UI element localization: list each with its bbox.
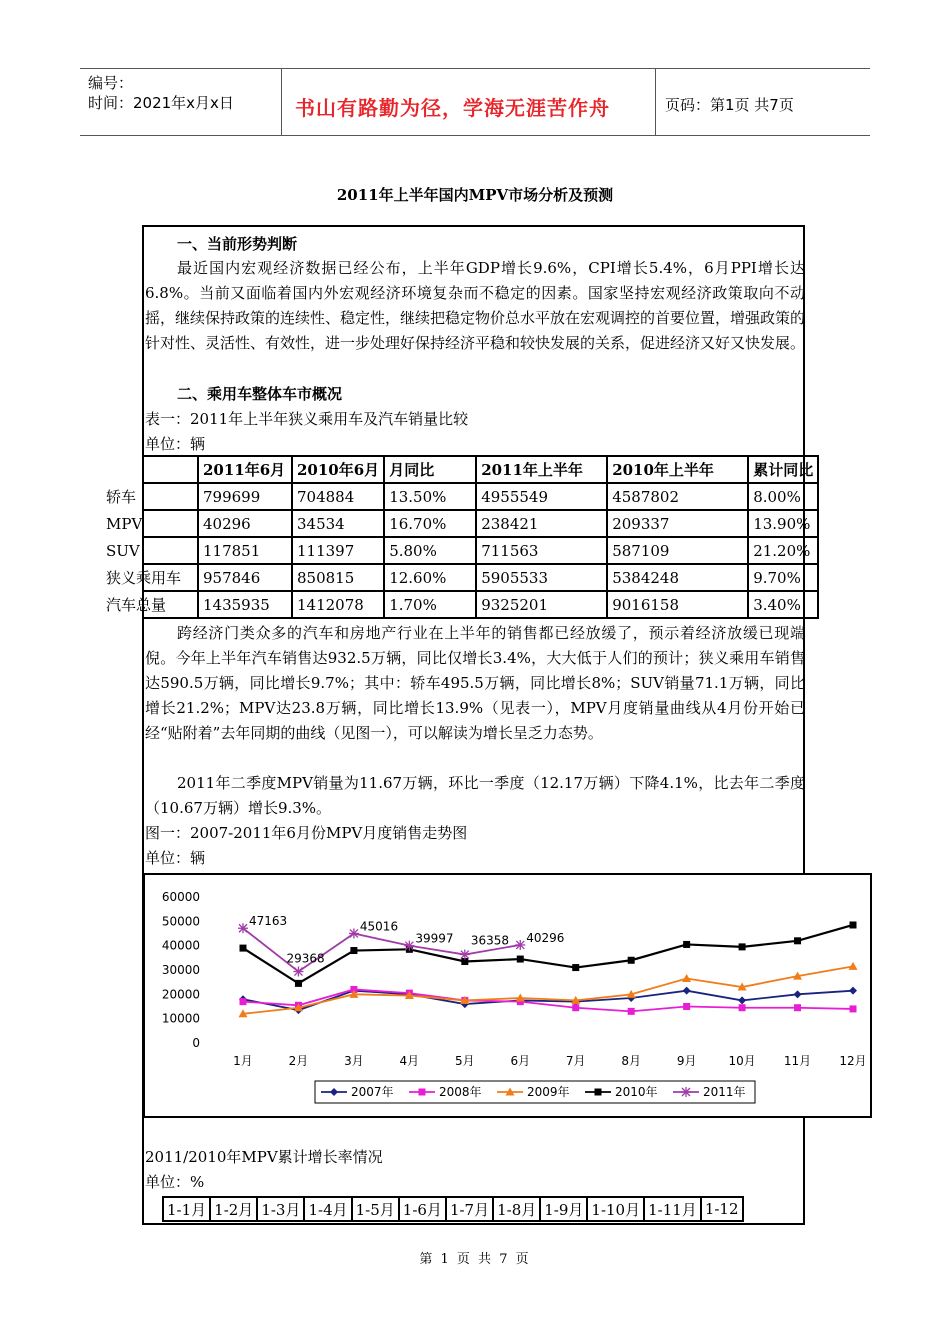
table-cell: 711563 (476, 537, 607, 564)
table-cell: 850815 (292, 564, 384, 591)
section1-heading: 一、当前形势判断 (177, 235, 298, 253)
table-header-cell: 2011年6月 (198, 456, 292, 483)
data-label: 40296 (526, 930, 565, 945)
data-point (850, 1005, 857, 1012)
table-cell: 1-9月 (540, 1197, 587, 1221)
table-header-cell: 累计同比 (748, 456, 818, 483)
sales-comparison-table (106, 455, 819, 619)
x-tick-label: 11月 (783, 1054, 812, 1068)
x-tick-label: 5月 (454, 1054, 475, 1068)
growth-unit: 单位：% (145, 1173, 205, 1191)
y-tick-label: 30000 (161, 963, 200, 977)
table-cell: 40296 (198, 510, 292, 537)
mpv-monthly-sales-chart (143, 873, 872, 1118)
table-cell: 4955549 (476, 483, 607, 510)
table-cell: 587109 (607, 537, 748, 564)
header-top-rule (80, 68, 870, 69)
chart-canvas (145, 875, 870, 1116)
table-cell: 1-7月 (446, 1197, 493, 1221)
data-point (293, 967, 303, 977)
table-cell: 1-6月 (399, 1197, 446, 1221)
table-cell: 3.40% (748, 591, 818, 618)
series-line (243, 966, 853, 1013)
row-label-cell (106, 510, 198, 537)
header-date-label: 时间：2021年x月x日 (88, 94, 234, 112)
row-label: SUV (106, 541, 140, 560)
data-point (794, 990, 802, 998)
table-header-row (143, 456, 818, 483)
table-cell: 117851 (198, 537, 292, 564)
data-point (572, 1004, 579, 1011)
x-tick-label: 2月 (288, 1054, 309, 1068)
growth-caption: 2011/2010年MPV累计增长率情况 (145, 1148, 383, 1166)
section1-body-text: 最近国内宏观经济数据已经公布，上半年GDP增长9.6%，CPI增长5.4%，6月PPI增长达6.8%。当前又面临着国内外宏观经济环境复杂而不稳定的因素。国家坚持宏观经济政策取向不动摇，继续保持政策的连续性、稳定性，继续把稳定物价总水平放在宏观调控的首要位置，增强政策的针对性、灵活性、有效性，进一步处理好保持经济平稳和较快发展的关系，促进经济又好又快发展。 (145, 259, 806, 352)
data-point (628, 1008, 635, 1015)
data-point (350, 947, 357, 954)
data-point (738, 996, 746, 1004)
legend-label: 2011年 (703, 1085, 746, 1099)
table-cell: 1-3月 (257, 1197, 304, 1221)
table-row (143, 564, 818, 591)
table-cell: 111397 (292, 537, 384, 564)
data-label: 47163 (249, 914, 288, 929)
legend-label: 2010年 (615, 1085, 658, 1099)
table-cell: 16.70% (384, 510, 476, 537)
section2-heading: 二、乘用车整体车市概况 (177, 385, 343, 403)
data-point (850, 921, 857, 928)
analysis-para2-text: 2011年二季度MPV销量为11.67万辆，环比一季度（12.17万辆）下降4.1%，比去年二季度（10.67万辆）增长9.3%。 (145, 774, 805, 817)
y-tick-label: 40000 (161, 938, 200, 953)
table-header-cell: 2010年6月 (292, 456, 384, 483)
data-point (739, 943, 746, 950)
table-header-cell: 2011年上半年 (476, 456, 607, 483)
legend-label: 2008年 (439, 1085, 482, 1099)
table-header-cell (143, 456, 198, 483)
analysis-para1-text: 跨经济门类众多的汽车和房地产行业在上半年的销售都已经放缓了，预示着经济放缓已现端倪。今年上半年汽车销售达932.5万辆，同比仅增长3.4%，大大低于人们的预计；狭义乘用车销售达590.5万辆，同比增长9.7%；其中：轿车495.5万辆，同比增长8%；SUV销量71.1万辆，同比增长21.2%；MPV达23.8万辆，同比增长13.9%（见表一），MPV月度销量曲线从4月份开始已经“贴附着”去年同期的曲线（见图一），可以解读为增长呈乏力态势。 (145, 624, 805, 742)
table-cell: 5905533 (476, 564, 607, 591)
header-number-label: 编号： (88, 74, 134, 92)
table-cell: 9325201 (476, 591, 607, 618)
table-row (163, 1197, 743, 1221)
table1-caption: 表一：2011年上半年狭义乘用车及汽车销量比较 (145, 410, 469, 428)
data-point (682, 974, 691, 982)
table-cell: 704884 (292, 483, 384, 510)
table-cell: 9016158 (607, 591, 748, 618)
table-cell: 238421 (476, 510, 607, 537)
data-label: 29368 (286, 951, 325, 966)
table-cell: 5384248 (607, 564, 748, 591)
table-cell: 1435935 (198, 591, 292, 618)
data-point (683, 987, 691, 995)
data-point (460, 950, 470, 960)
x-tick-label: 1月 (233, 1054, 253, 1068)
data-label: 45016 (359, 919, 399, 934)
table-header-cell: 月同比 (384, 456, 476, 483)
table-row (143, 510, 818, 537)
x-tick-label: 6月 (510, 1054, 531, 1068)
data-point (683, 1003, 690, 1010)
analysis-para2 (145, 771, 805, 821)
table-cell: 34534 (292, 510, 384, 537)
row-label: 狭义乘用车 (106, 569, 182, 587)
table-cell: 799699 (198, 483, 292, 510)
table-cell: 4587802 (607, 483, 748, 510)
header-motto: 书山有路勤为径，学海无涯苦作舟 (295, 96, 610, 120)
table-cell: 12.60% (384, 564, 476, 591)
table1-unit: 单位：辆 (145, 435, 206, 453)
x-tick-label: 12月 (839, 1054, 867, 1068)
x-tick-label: 8月 (621, 1054, 642, 1068)
data-point (628, 957, 635, 964)
data-label: 39997 (415, 931, 454, 946)
x-tick-label: 4月 (399, 1054, 420, 1068)
data-point (295, 980, 302, 987)
data-point (419, 1089, 426, 1096)
header-page-info: 页码：第1页 共7页 (665, 96, 794, 114)
table-cell: 13.90% (748, 510, 818, 537)
x-tick-label: 3月 (344, 1054, 364, 1068)
table-cell: 957846 (198, 564, 292, 591)
row-label: MPV (106, 514, 143, 533)
table-cell: 1-1月 (163, 1197, 210, 1221)
data-point (349, 928, 359, 938)
legend-label: 2009年 (527, 1085, 570, 1099)
table-cell: 1-10月 (587, 1197, 644, 1221)
table-header-cell: 2010年上半年 (607, 456, 748, 483)
row-label: 轿车 (106, 488, 137, 506)
y-tick-label: 10000 (161, 1011, 200, 1026)
row-label-cell (106, 564, 198, 591)
data-point (572, 964, 579, 971)
row-label-cell (106, 537, 198, 564)
y-tick-label: 50000 (161, 914, 200, 929)
analysis-para1 (145, 621, 805, 746)
legend-label: 2007年 (351, 1085, 394, 1099)
data-point (404, 941, 414, 951)
data-point (849, 987, 857, 995)
data-point (240, 998, 247, 1005)
document-title: 2011年上半年国内MPV市场分析及预测 (336, 186, 614, 204)
row-label-cell (106, 591, 198, 618)
data-point (240, 945, 247, 952)
table-cell: 1-11月 (644, 1197, 701, 1221)
y-tick-label: 0 (192, 1036, 200, 1050)
header-divider-right (655, 68, 656, 135)
x-tick-label: 10月 (728, 1054, 756, 1068)
table-cell: 209337 (607, 510, 748, 537)
page-footer: 第 1 页 共 7 页 (419, 1252, 531, 1267)
table-cell: 13.50% (384, 483, 476, 510)
y-tick-label: 60000 (161, 890, 200, 904)
data-point (739, 1004, 746, 1011)
data-point (794, 1004, 801, 1011)
data-point (595, 1089, 602, 1096)
table-cell: 1-12 (701, 1197, 743, 1221)
data-point (681, 1087, 691, 1097)
table-cell: 1-8月 (493, 1197, 540, 1221)
table-cell: 8.00% (748, 483, 818, 510)
x-tick-label: 9月 (676, 1054, 697, 1068)
data-label: 36358 (470, 933, 510, 948)
table-cell: 9.70% (748, 564, 818, 591)
data-point (517, 956, 524, 963)
table-cell: 1412078 (292, 591, 384, 618)
data-point (515, 940, 525, 950)
table-row (143, 537, 818, 564)
header-bottom-rule (80, 135, 870, 136)
data-point (794, 937, 801, 944)
header-divider-left (281, 68, 282, 135)
x-tick-label: 7月 (565, 1054, 586, 1068)
table-row (143, 591, 818, 618)
figure1-caption: 图一：2007-2011年6月份MPV月度销售走势图 (145, 824, 468, 842)
table-cell: 21.20% (748, 537, 818, 564)
table-cell: 1-4月 (304, 1197, 351, 1221)
data-point (238, 923, 248, 933)
table-row (143, 483, 818, 510)
data-point (683, 941, 690, 948)
y-tick-label: 20000 (161, 987, 200, 1002)
section1-body (145, 256, 805, 356)
figure1-unit: 单位：辆 (145, 849, 206, 867)
table-cell: 5.80% (384, 537, 476, 564)
row-label-cell (106, 483, 198, 510)
row-label: 汽车总量 (106, 596, 167, 614)
table-cell: 1-2月 (210, 1197, 257, 1221)
data-point (849, 962, 858, 970)
growth-months-table (162, 1196, 744, 1222)
table-cell: 1.70% (384, 591, 476, 618)
table-cell: 1-5月 (352, 1197, 399, 1221)
